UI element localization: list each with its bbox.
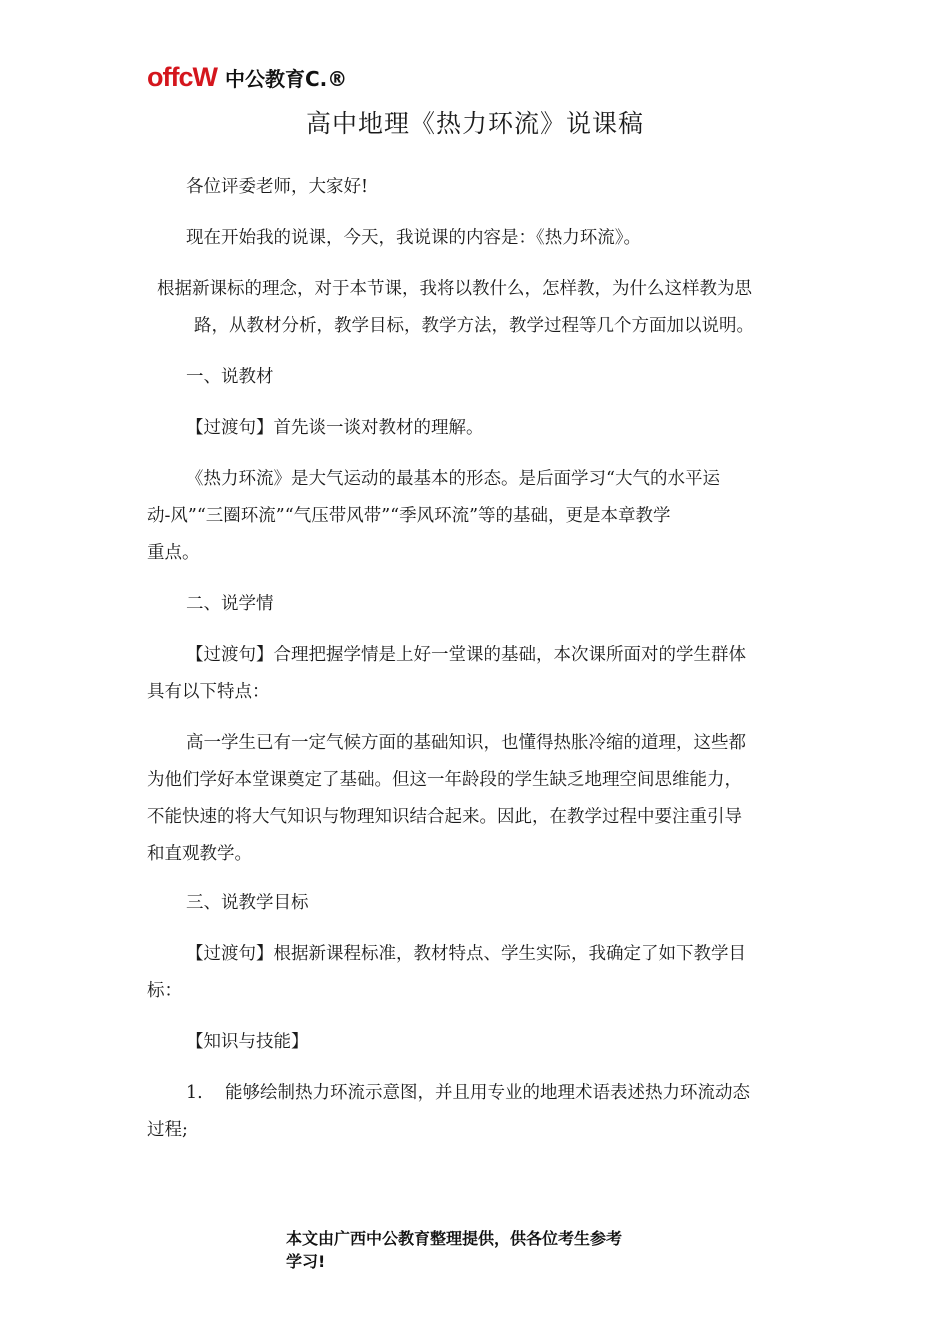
brand-logo (147, 62, 347, 94)
text-line: 不能快速的将大气知识与物理知识结合起来。因此，在教学过程中要注重引导 (147, 807, 742, 827)
section-heading: 二、说学情 (186, 594, 274, 614)
text-line: 标： (147, 981, 182, 1001)
section-heading: 一、说教材 (186, 367, 274, 387)
list-item: 1. 能够绘制热力环流示意图，并且用专业的地理术语表述热力环流动态 (186, 1083, 750, 1103)
text-line: 重点。 (147, 543, 200, 563)
text-line: 【过渡句】合理把握学情是上好一堂课的基础，本次课所面对的学生群体 (186, 645, 746, 665)
text-line: 【过渡句】根据新课程标准，教材特点、学生实际，我确定了如下教学目 (186, 944, 746, 964)
text-line: 各位评委老师，大家好! (186, 177, 369, 197)
subsection-heading: 【知识与技能】 (186, 1032, 309, 1052)
footer-note (286, 1227, 622, 1273)
logo-wordmark: offcW (147, 62, 217, 92)
text-line: 过程; (147, 1120, 188, 1140)
document-title: 高中地理《热力环流》说课稿 (305, 109, 644, 138)
section-heading: 三、说教学目标 (186, 893, 309, 913)
text-line: 《热力环流》是大气运动的最基本的形态。是后面学习“大气的水平运 (186, 469, 720, 489)
text-line: 和直观教学。 (147, 844, 252, 864)
footer-line: 本文由广西中公教育整理提供，供各位考生参考 (286, 1229, 623, 1248)
text-line: 具有以下特点： (147, 682, 270, 702)
text-line: 高一学生已有一定气候方面的基础知识，也懂得热胀冷缩的道理，这些都 (186, 733, 746, 753)
text-line: 现在开始我的说课，今天，我说课的内容是：《热力环流》。 (186, 228, 641, 248)
logo-chinese: 中公教育C.® (224, 67, 348, 91)
text-line: 路，从教材分析，教学目标，教学方法，教学过程等几个方面加以说明。 (194, 316, 754, 336)
text-line: 为他们学好本堂课奠定了基础。但这一年龄段的学生缺乏地理空间思维能力， (147, 770, 742, 790)
text-line: 【过渡句】首先谈一谈对教材的理解。 (186, 418, 484, 438)
text-line: 动-风”“三圈环流”“气压带风带”“季风环流”等的基础，更是本章教学 (147, 506, 671, 526)
text-line: 根据新课标的理念，对于本节课，我将以教什么，怎样教，为什么这样教为思 (157, 279, 752, 299)
footer-line: 学习! (286, 1252, 326, 1271)
